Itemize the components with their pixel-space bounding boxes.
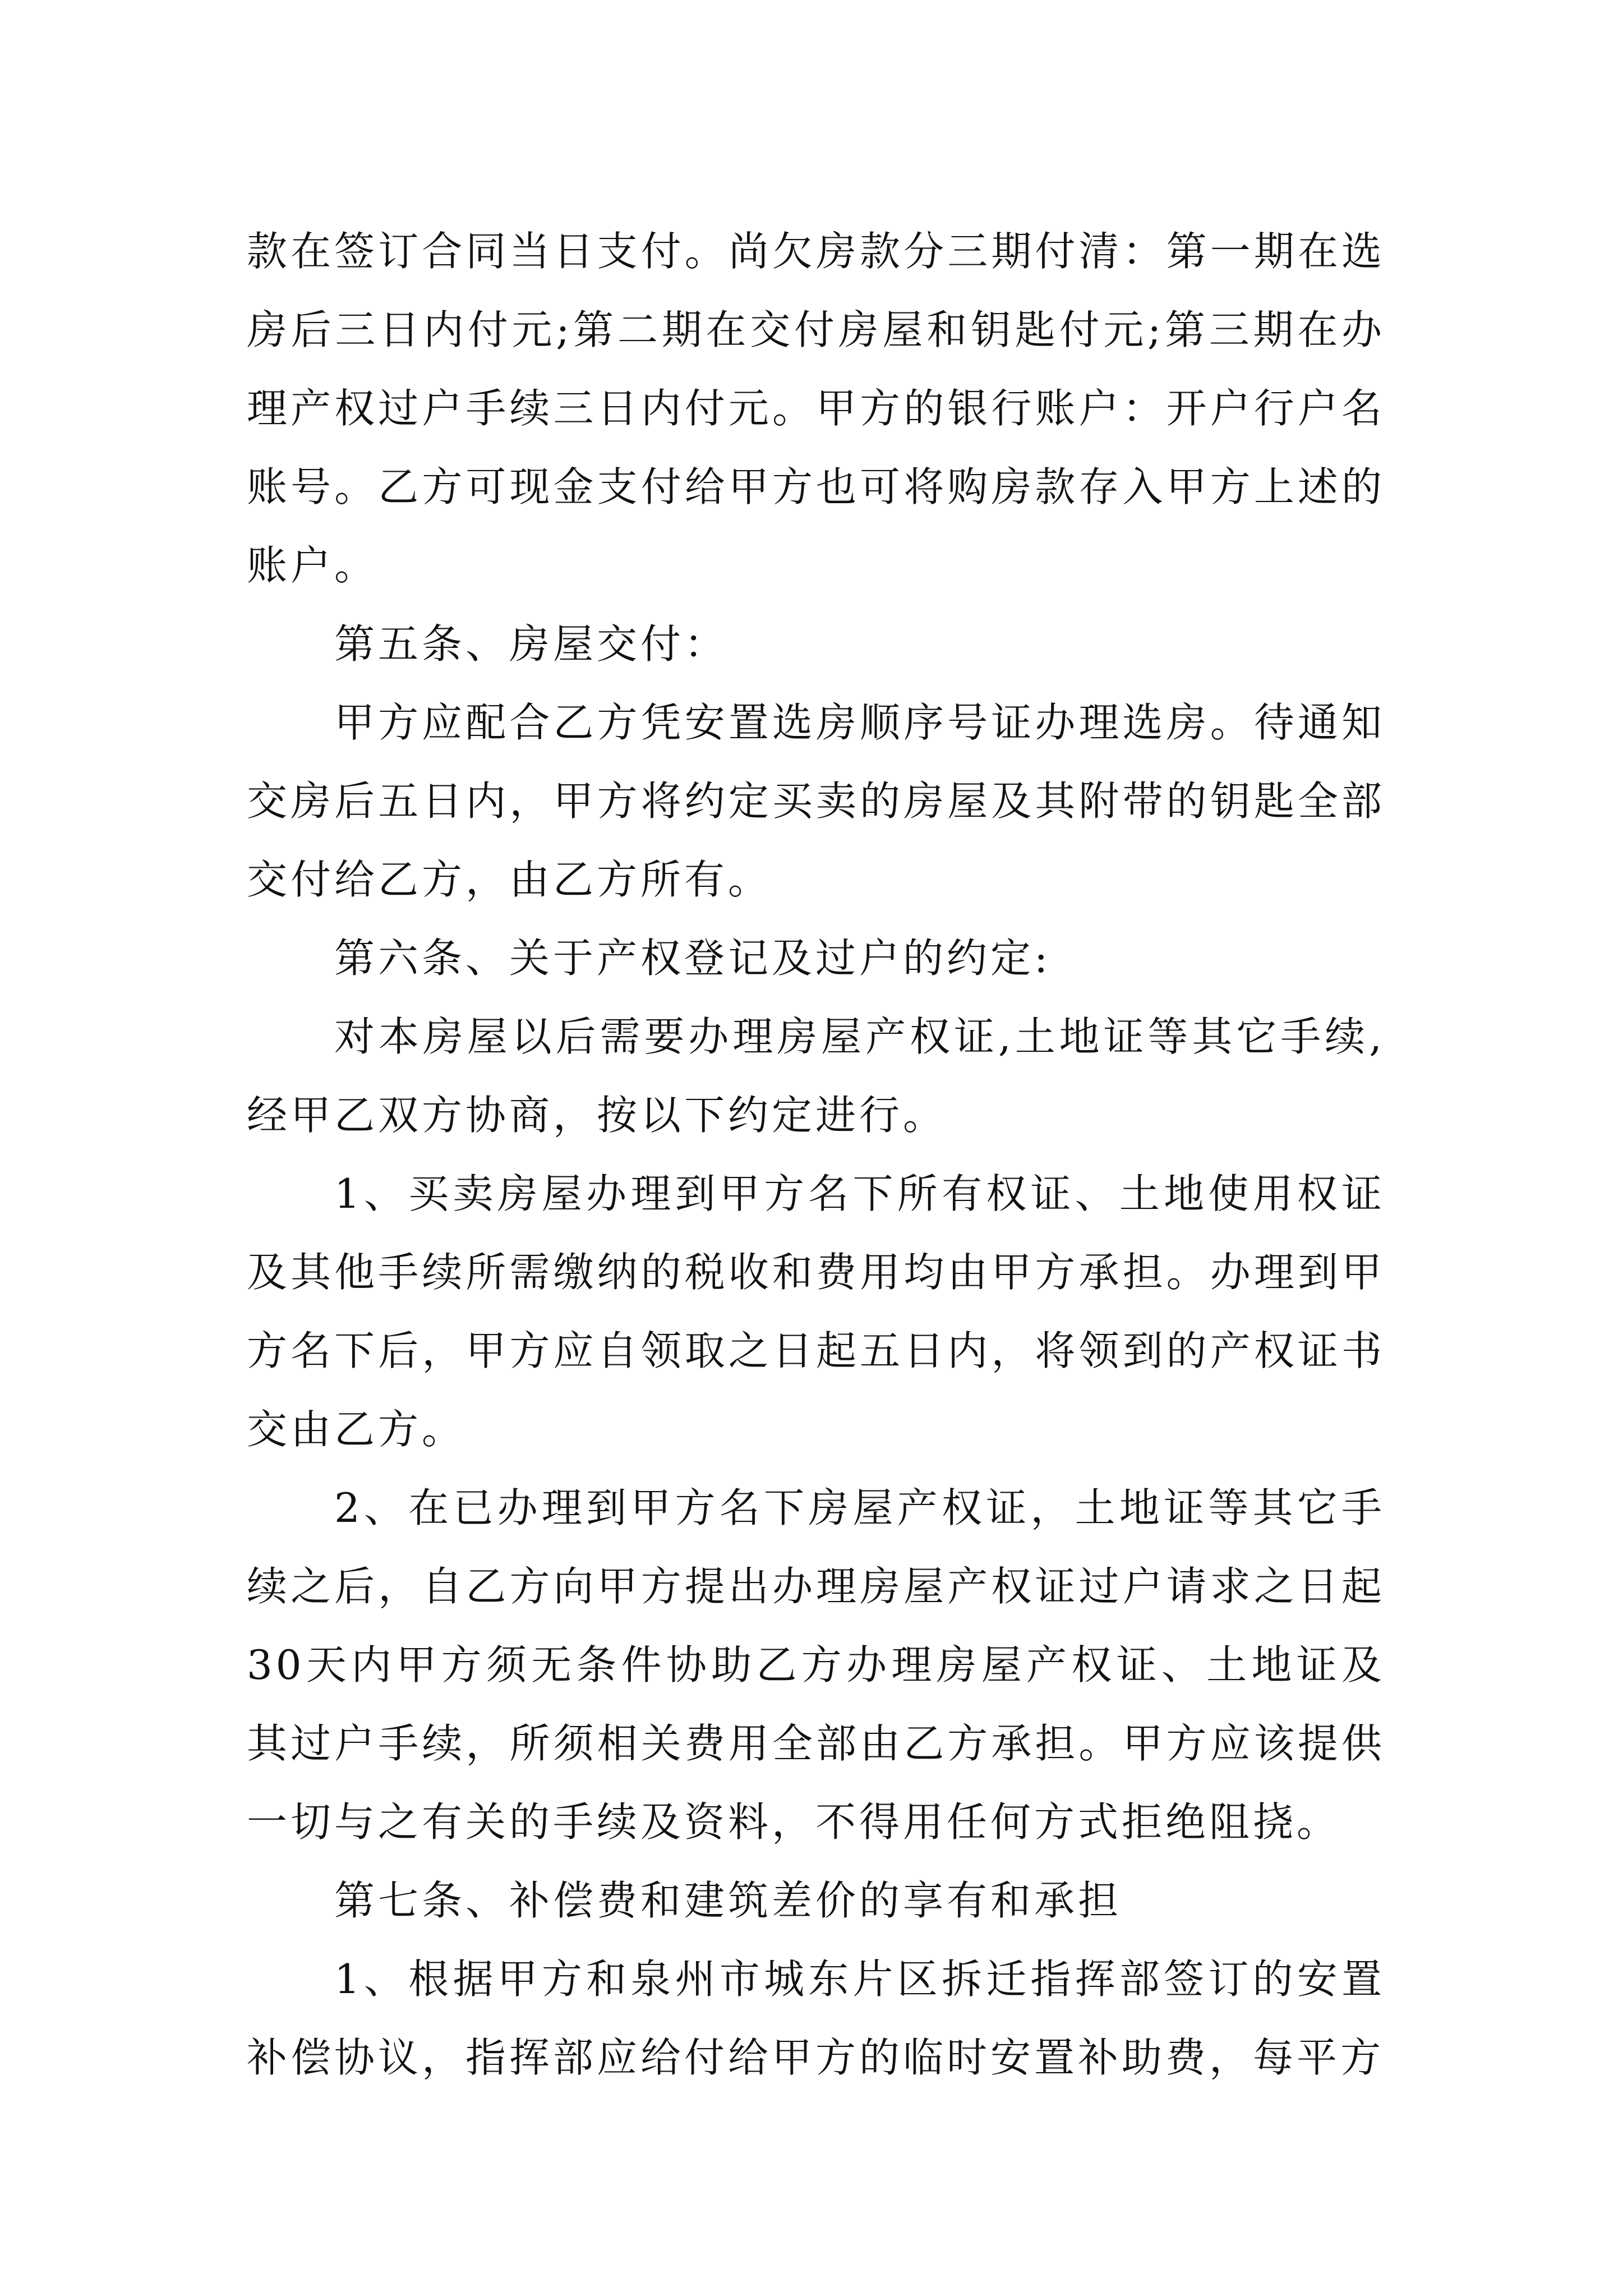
paragraph-house-delivery: 甲方应配合乙方凭安置选房顺序号证办理选房。待通知交房后五日内，甲方将约定买卖的房屋及其附带的钥匙全部交付给乙方，由乙方所有。 (247, 699, 1385, 903)
document-body (247, 212, 1385, 2097)
paragraph-payment-terms: 款在签订合同当日支付。尚欠房款分三期付清：第一期在选房后三日内付元;第二期在交付房屋和钥匙付元;第三期在办理产权过户手续三日内付元。甲方的银行账户：开户行户名账号。乙方可现金支付给甲方也可将购房款存入甲方上述的账户。 (247, 228, 1385, 589)
heading-article-6: 第六条、关于产权登记及过户的约定: (334, 935, 1052, 982)
clause-7-1: 1、根据甲方和泉州市城东片区拆迁指挥部签订的安置补偿协议，指挥部应给付给甲方的临时安置补助费，每平方 (247, 1955, 1385, 2081)
heading-article-5: 第五条、房屋交付： (334, 620, 728, 668)
clause-6-1: 1、买卖房屋办理到甲方名下所有权证、土地使用权证及其他手续所需缴纳的税收和费用均由甲方承担。办理到甲方名下后，甲方应自领取之日起五日内，将领到的产权证书交由乙方。 (247, 1170, 1385, 1453)
paragraph-registration-intro: 对本房屋以后需要办理房屋产权证,土地证等其它手续,经甲乙双方协商，按以下约定进行。 (247, 1013, 1385, 1139)
clause-6-2: 2、在已办理到甲方名下房屋产权证，土地证等其它手续之后，自乙方向甲方提出办理房屋产权证过户请求之日起30天内甲方须无条件协助乙方办理房屋产权证、土地证及其过户手续，所须相关费用全部由乙方承担。甲方应该提供一切与之有关的手续及资料，不得用任何方式拒绝阻挠。 (247, 1484, 1385, 1846)
heading-article-7: 第七条、补偿费和建筑差价的享有和承担 (334, 1877, 1122, 1924)
